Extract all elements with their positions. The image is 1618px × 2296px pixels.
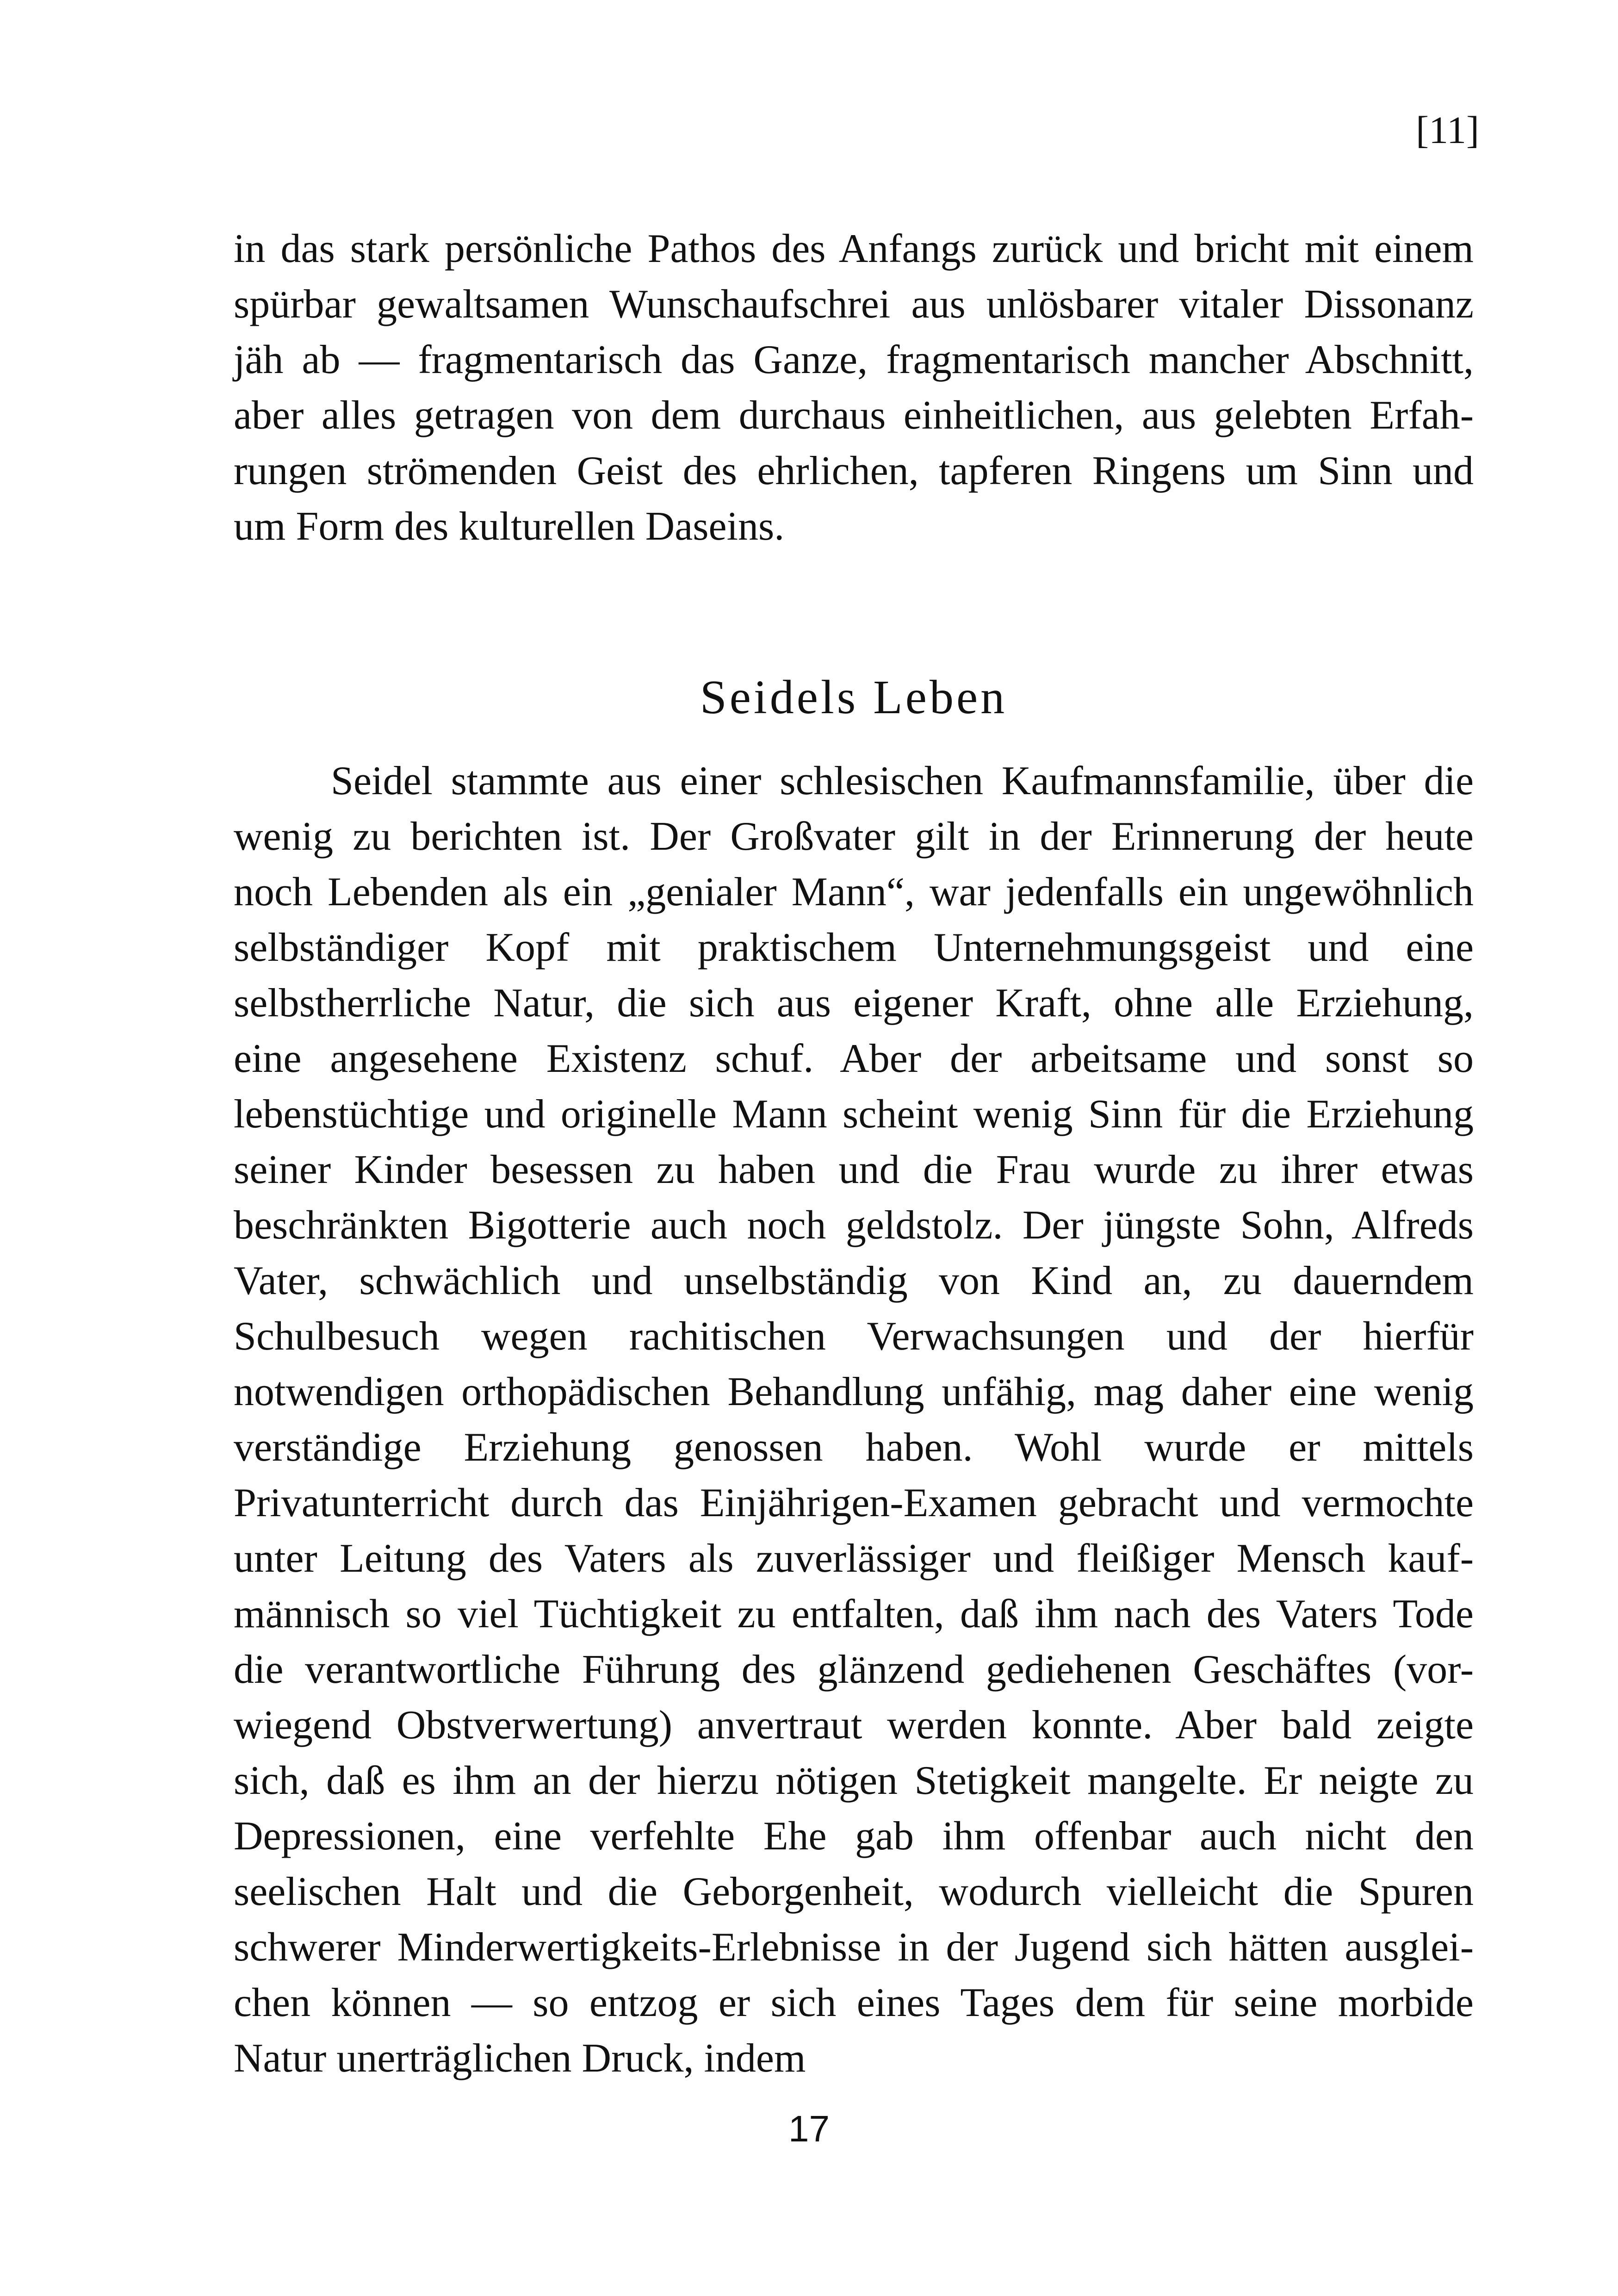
text-line: unter Leitung des Vaters als zuverlässiger und fleißiger Mensch kauf-	[234, 1536, 1474, 1581]
text-line: seiner Kinder besessen zu haben und die Frau wurde zu ihrer etwas	[234, 1147, 1474, 1192]
text-line: lebenstüchtige und originelle Mann scheint wenig Sinn für die Erziehung	[234, 1092, 1474, 1137]
text-line: noch Lebenden als ein „genialer Mann“, war jedenfalls ein ungewöhnlich	[234, 870, 1474, 915]
page-number: 17	[788, 2108, 830, 2149]
section-heading: Seidels Leben	[700, 671, 1008, 724]
text-line: Vater, schwächlich und unselbständig von Kind an, zu dauerndem	[234, 1258, 1474, 1303]
text-line: seelischen Halt und die Geborgenheit, wodurch vielleicht die Spuren	[234, 1869, 1474, 1914]
text-line: sich, daß es ihm an der hierzu nötigen Stetigkeit mangelte. Er neigte zu	[234, 1758, 1474, 1803]
text-line: Seidel stammte aus einer schlesischen Kaufmannsfamilie, über die	[331, 759, 1474, 803]
text-line: in das stark persönliche Pathos des Anfangs zurück und bricht mit einem	[234, 226, 1474, 271]
text-line: aber alles getragen von dem durchaus einheitlichen, aus gelebten Erfah-	[234, 393, 1474, 438]
text-line: chen können — so entzog er sich eines Tages dem für seine morbide	[234, 1980, 1474, 2025]
text-line: jäh ab — fragmentarisch das Ganze, fragmentarisch mancher Abschnitt,	[234, 337, 1474, 382]
text-line: selbstherrliche Natur, die sich aus eigener Kraft, ohne alle Erziehung,	[234, 981, 1474, 1026]
text-line: die verantwortliche Führung des glänzend gediehenen Geschäftes (vor-	[234, 1647, 1474, 1692]
text-line: wenig zu berichten ist. Der Großvater gilt in der Erinnerung der heute	[234, 814, 1474, 859]
text-line: schwerer Minderwertigkeits-Erlebnisse in der Jugend sich hätten ausglei-	[234, 1925, 1474, 1970]
text-line: eine angesehene Existenz schuf. Aber der arbeitsame und sonst so	[234, 1036, 1474, 1081]
text-line: Natur unerträglichen Druck, indem	[234, 2036, 806, 2081]
text-line: verständige Erziehung genossen haben. Wohl wurde er mittels	[234, 1425, 1474, 1470]
text-line: rungen strömenden Geist des ehrlichen, tapferen Ringens um Sinn und	[234, 448, 1474, 493]
text-line: wiegend Obstverwertung) anvertraut werden konnte. Aber bald zeigte	[234, 1703, 1474, 1748]
body-paragraph	[234, 753, 1474, 2086]
text-line: männisch so viel Tüchtigkeit zu entfalten, daß ihm nach des Vaters Tode	[234, 1592, 1474, 1636]
text-line: notwendigen orthopädischen Behandlung unfähig, mag daher eine wenig	[234, 1369, 1474, 1414]
intro-paragraph	[234, 221, 1474, 554]
text-line: beschränkten Bigotterie auch noch geldstolz. Der jüngste Sohn, Alfreds	[234, 1203, 1474, 1248]
text-line: Schulbesuch wegen rachitischen Verwachsungen und der hierfür	[234, 1314, 1474, 1359]
text-line: selbständiger Kopf mit praktischem Unternehmungsgeist und eine	[234, 925, 1474, 970]
page-marker: [11]	[1416, 109, 1479, 152]
text-line: spürbar gewaltsamen Wunschaufschrei aus unlösbarer vitaler Dissonanz	[234, 282, 1474, 327]
text-line: um Form des kulturellen Daseins.	[234, 504, 785, 549]
text-line: Depressionen, eine verfehlte Ehe gab ihm offenbar auch nicht den	[234, 1814, 1474, 1859]
text-line: Privatunterricht durch das Einjährigen-Examen gebracht und vermochte	[234, 1481, 1474, 1525]
